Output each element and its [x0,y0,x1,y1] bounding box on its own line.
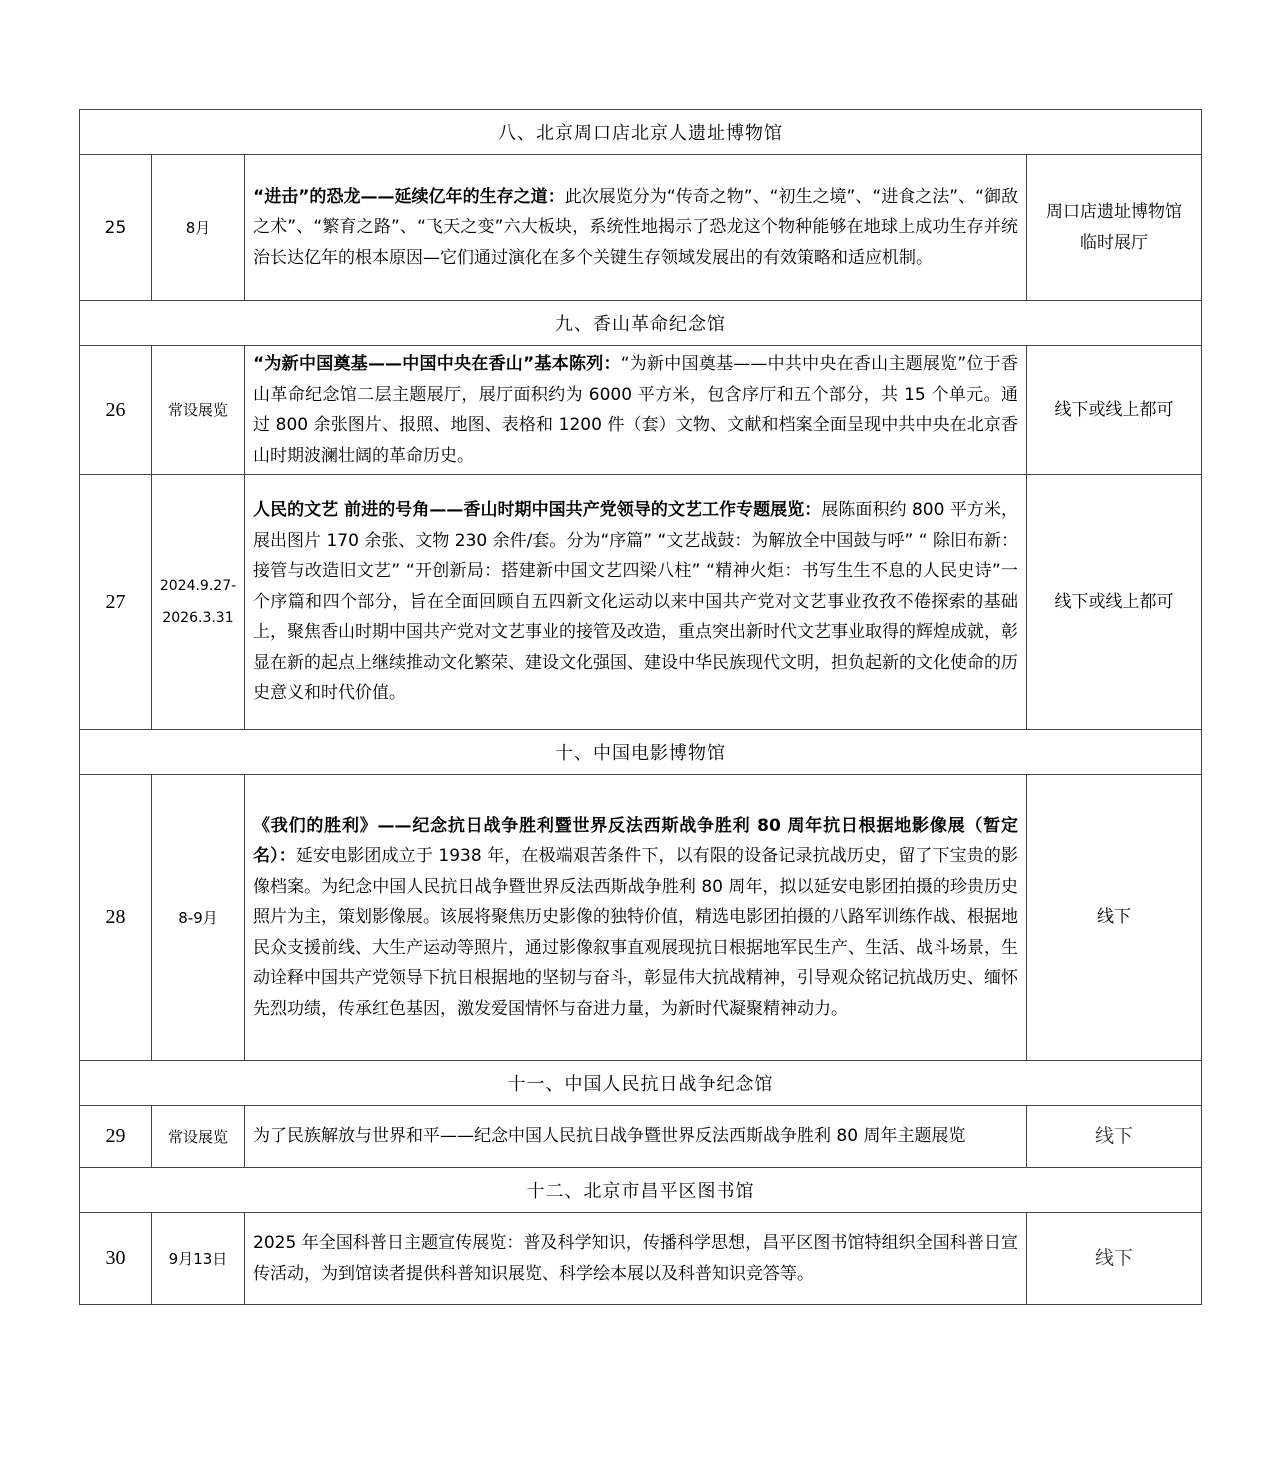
row-date: 9月13日 [152,1213,245,1305]
row-number: 25 [80,155,152,301]
exhibition-text: 此次展览分为“传奇之物”、“初生之境”、“进食之法”、“御敌之术”、“繁育之路”、“飞天之变”六大板块，系统性地揭示了恐龙这个物种能够在地球上成功生存并统治长达亿年的根本原因—它们通过演化在多个关键生存领域发展出的有效策略和适应机制。 [253,186,1018,268]
row-mode: 线下 [1027,775,1202,1061]
row-number: 26 [80,346,152,475]
section-header-row [80,301,1202,346]
row-date-range: 2024.9.27-2026.3.31 [159,578,237,626]
row-date: 常设展览 [152,1106,245,1168]
exhibition-title: “进击”的恐龙——延续亿年的生存之道： [253,186,565,207]
row-number: 29 [80,1106,152,1168]
section-title: 十一、中国人民抗日战争纪念馆 [80,1061,1202,1106]
section-title: 八、北京周口店北京人遗址博物馆 [80,110,1202,155]
section-header-row [80,110,1202,155]
row-mode [1027,1106,1202,1168]
exhibition-text: 为了民族解放与世界和平——纪念中国人民抗日战争暨世界反法西斯战争胜利 80 周年主题展览 [253,1126,966,1147]
exhibition-text: “为新中国奠基——中共中央在香山主题展览”位于香山革命纪念馆二层主题展厅，展厅面积约为 6000 平方米，包含序厅和五个部分，共 15 个单元。通过 800 余张图片、报照、地图、表格和 1200 件（套）文物、文献和档案全面呈现中共中央在北京香山时期波澜壮阔的革命历史。 [253,354,1018,466]
row-date [152,475,245,730]
exhibition-title: 《我们的胜利》——纪念抗日战争胜利暨世界反法西斯战争胜利 80 周年抗日根据地影像展（暂定名）： [253,815,1018,867]
exhibition-title: “为新中国奠基——中国中央在香山”基本陈列： [253,354,621,374]
exhibition-table [79,109,1202,1305]
row-description [245,1106,1027,1168]
table-row [80,1213,1202,1305]
section-header-row [80,1061,1202,1106]
row-mode [1027,155,1202,301]
section-header-row [80,730,1202,775]
table-row [80,346,1202,475]
row-number: 30 [80,1213,152,1305]
table-row [80,1106,1202,1168]
row-date: 常设展览 [152,346,245,475]
section-title: 十二、北京市昌平区图书馆 [80,1168,1202,1213]
row-mode: 线下或线上都可 [1027,475,1202,730]
row-description [245,346,1027,475]
table-row [80,775,1202,1061]
row-description [245,155,1027,301]
row-date: 8-9月 [152,775,245,1061]
row-description [245,1213,1027,1305]
mode-text: 线下 [1094,1246,1133,1269]
mode-line: 周口店遗址博物馆 [1046,201,1182,222]
exhibition-text: 展陈面积约 800 平方米，展出图片 170 余张、文物 230 余件/套。分为“序篇” “文艺战鼓：为解放全中国鼓与呼” “ 除旧布新：接管与改造旧文艺” “开创新局：搭建新中国文艺四梁八柱” “精神火炬：书写生生不息的人民史诗”一个序篇和四个部分，旨在全面回顾自五四新文化运动以来中国共产党对文艺事业孜孜不倦探索的基础上，聚焦香山时期中国共产党对文艺事业的接管及改造，重点突出新时代文艺事业取得的辉煌成就，彰显在新的起点上继续推动文化繁荣、建设文化强国、建设中华民族现代文明，担负起新的文化使命的历史意义和时代价值。 [253,500,1018,704]
table-row [80,475,1202,730]
row-mode: 线下或线上都可 [1027,346,1202,475]
row-description [245,775,1027,1061]
section-title: 九、香山革命纪念馆 [80,301,1202,346]
exhibition-text: 2025 年全国科普日主题宣传展览：普及科学知识，传播科学思想，昌平区图书馆特组织全国科普日宣传活动，为到馆读者提供科普知识展览、科学绘本展以及科普知识竞答等。 [253,1233,1018,1284]
table-row [80,155,1202,301]
exhibition-text: 延安电影团成立于 1938 年，在极端艰苦条件下，以有限的设备记录抗战历史，留了下宝贵的影像档案。为纪念中国人民抗日战争暨世界反法西斯战争胜利 80 周年，拟以延安电影团拍摄的珍贵历史照片为主，策划影像展。该展将聚焦历史影像的独特价值，精选电影团拍摄的八路军训练作战、根据地民众支援前线、大生产运动等照片，通过影像叙事直观展现抗日根据地军民生产、生活、战斗场景，生动诠释中国共产党领导下抗日根据地的坚韧与奋斗，彰显伟大抗战精神，引导观众铭记抗战历史、缅怀先烈功绩，传承红色基因，激发爱国情怀与奋进力量，为新时代凝聚精神动力。 [253,846,1019,1019]
mode-text: 线下 [1094,1124,1133,1147]
section-header-row [80,1168,1202,1213]
exhibition-title: 人民的文艺 前进的号角——香山时期中国共产党领导的文艺工作专题展览： [253,500,822,521]
row-description [245,475,1027,730]
row-mode [1027,1213,1202,1305]
section-title: 十、中国电影博物馆 [80,730,1202,775]
row-number: 27 [80,475,152,730]
mode-line: 临时展厅 [1080,232,1148,253]
row-date: 8月 [152,155,245,301]
row-number: 28 [80,775,152,1061]
